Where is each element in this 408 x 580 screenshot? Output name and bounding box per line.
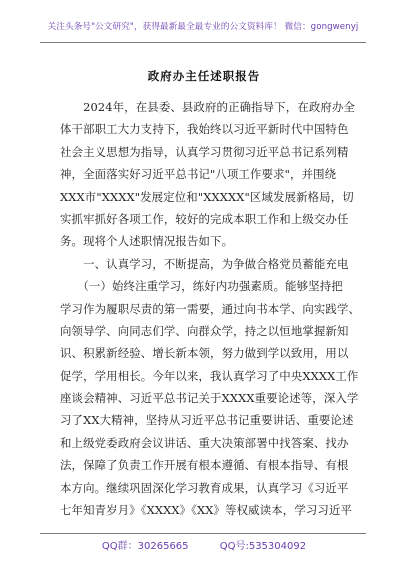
document-body: [60, 96, 361, 521]
body-line: 学习作为履职尽责的第一需要，通过向书本学、向实践学、: [60, 301, 361, 316]
section-heading: 一、认真学习，不断提高，为争做合格党员蓄能充电: [60, 256, 349, 271]
body-line: 促学，学用相长。今年以来，我认真学习了中央XXXX工作: [60, 368, 359, 383]
body-line: 习了XX大精神，坚持从习近平总书记重要讲话、重要论述: [60, 413, 354, 428]
body-line: 实抓牢抓好各项工作，较好的完成本职工作和上级交办任: [60, 211, 349, 226]
header-divider: [40, 42, 366, 43]
body-line: 法，保障了负责工作开展有根本遵循、有根本指导、有根: [60, 458, 349, 473]
body-line: 本方向。继续巩固深化学习教育成果，认真学习《习近平: [60, 480, 349, 495]
body-line: 识、积累新经验、增长新本领，努力做到学以致用，用以: [60, 346, 349, 361]
body-line: （一）始终注重学习，练好内功强素质。能够坚持把: [60, 279, 343, 294]
body-line: 务。现将个人述职情况报告如下。: [60, 234, 234, 249]
body-line: 座谈会精神、习近平总书记关于XXXX重要论述等，深入学: [60, 391, 359, 406]
body-line: 体干部职工大力支持下，我始终以习近平新时代中国特色: [60, 122, 349, 137]
body-line: 2024年，在县委、县政府的正确指导下，在政府办全: [60, 100, 356, 114]
body-line: 向领导学、向同志们学、向群众学，持之以恒地掌握新知: [60, 323, 349, 338]
header-banner: 关注头条号"公文研究"，获得最新最全最专业的公文资料库！ 微信：gongwenyj: [47, 22, 359, 32]
body-line: 社会主义思想为指导，认真学习贯彻习近平总书记系列精: [60, 144, 349, 159]
body-line: 七年知青岁月》《XXXX》《XX》等权威读本，学习习近平: [60, 503, 353, 518]
body-line: 神，全面落实好习近平总书记"八项工作要求"，并围绕: [60, 167, 337, 182]
document-title: 政府办主任述职报告: [147, 69, 261, 83]
footer-qq-group: QQ群：30265665: [101, 541, 189, 552]
footer-divider: [40, 533, 366, 534]
body-line: 和上级党委政府会议讲话、重大决策部署中找答案、找办: [60, 435, 349, 450]
body-line: XXX市"XXXX"发展定位和"XXXXX"区域发展新格局，切: [60, 189, 354, 204]
footer: [0, 537, 408, 552]
footer-qq-number: QQ号:535304092: [219, 541, 307, 552]
